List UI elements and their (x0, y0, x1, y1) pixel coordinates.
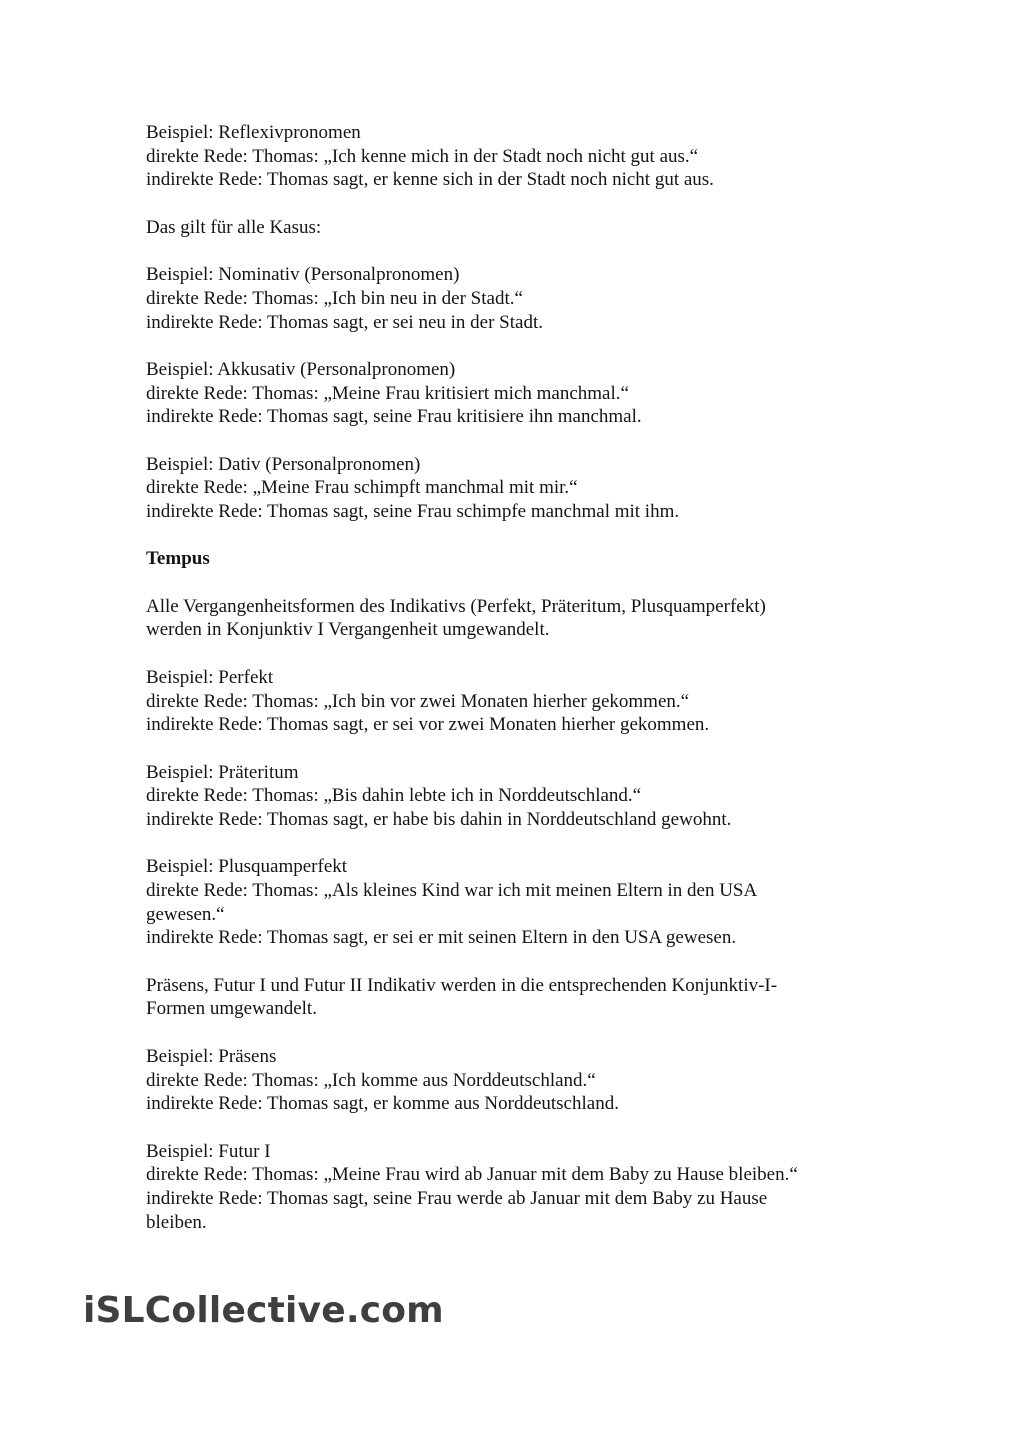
text-line: Beispiel: Präsens (146, 1045, 277, 1067)
paragraph (146, 974, 886, 1021)
paragraph (146, 855, 886, 950)
paragraph (146, 1045, 886, 1116)
paragraph-spacer (146, 1116, 886, 1140)
text-line: direkte Rede: Thomas: „Ich bin neu in der Stadt.“ (146, 287, 523, 309)
paragraph-spacer (146, 1021, 886, 1045)
section-heading (146, 547, 886, 571)
paragraph-spacer (146, 571, 886, 595)
document-body (146, 121, 886, 1234)
text-line: direkte Rede: „Meine Frau schimpft manchmal mit mir.“ (146, 477, 578, 499)
paragraph-spacer (146, 429, 886, 453)
paragraph (146, 453, 886, 524)
text-line: indirekte Rede: Thomas sagt, er komme aus Norddeutschland. (146, 1093, 619, 1115)
text-line: Beispiel: Akkusativ (Personalpronomen) (146, 358, 456, 380)
text-line: direkte Rede: Thomas: „Ich kenne mich in der Stadt noch nicht gut aus.“ (146, 145, 699, 167)
text-line: Beispiel: Reflexivpronomen (146, 122, 361, 143)
paragraph (146, 121, 886, 192)
text-line: Präsens, Futur I und Futur II Indikativ werden in die entsprechenden Konjunktiv-I- (146, 974, 778, 996)
text-line: Beispiel: Dativ (Personalpronomen) (146, 453, 421, 475)
text-line: Das gilt für alle Kasus: (146, 216, 322, 238)
text-line: indirekte Rede: Thomas sagt, er sei neu in der Stadt. (146, 311, 543, 333)
paragraph (146, 216, 886, 240)
paragraph-spacer (146, 832, 886, 856)
text-line: indirekte Rede: Thomas sagt, seine Frau schimpfe manchmal mit ihm. (146, 501, 680, 522)
paragraph (146, 263, 886, 334)
paragraph (146, 595, 886, 642)
text-line: werden in Konjunktiv I Vergangenheit umgewandelt. (146, 619, 550, 641)
watermark-logo: iSLCollective.com (83, 1290, 444, 1331)
text-line: direkte Rede: Thomas: „Meine Frau wird ab Januar mit dem Baby zu Hause bleiben.“ (146, 1164, 798, 1186)
text-line: Beispiel: Präteritum (146, 761, 299, 783)
paragraph-spacer (146, 737, 886, 761)
text-line: direkte Rede: Thomas: „Als kleines Kind war ich mit meinen Eltern in den USA (146, 880, 758, 901)
paragraph (146, 358, 886, 429)
paragraph (146, 666, 886, 737)
text-line: indirekte Rede: Thomas sagt, er sei er mit seinen Eltern in den USA gewesen. (146, 927, 737, 949)
heading-text: Tempus (146, 548, 210, 570)
paragraph-spacer (146, 239, 886, 263)
text-line: Beispiel: Futur I (146, 1140, 271, 1162)
paragraph-spacer (146, 524, 886, 548)
paragraph-spacer (146, 192, 886, 216)
text-line: indirekte Rede: Thomas sagt, er habe bis dahin in Norddeutschland gewohnt. (146, 808, 732, 830)
paragraph-spacer (146, 642, 886, 666)
paragraph-spacer (146, 334, 886, 358)
text-line: direkte Rede: Thomas: „Meine Frau kritisiert mich manchmal.“ (146, 382, 629, 404)
text-line: indirekte Rede: Thomas sagt, er kenne sich in der Stadt noch nicht gut aus. (146, 169, 714, 191)
text-line: Formen umgewandelt. (146, 998, 317, 1020)
text-line: indirekte Rede: Thomas sagt, seine Frau kritisiere ihn manchmal. (146, 406, 642, 428)
text-line: Beispiel: Perfekt (146, 666, 274, 688)
text-line: bleiben. (146, 1211, 207, 1233)
text-line: direkte Rede: Thomas: „Bis dahin lebte ich in Norddeutschland.“ (146, 785, 642, 807)
text-line: Beispiel: Nominativ (Personalpronomen) (146, 264, 460, 286)
text-line: indirekte Rede: Thomas sagt, seine Frau werde ab Januar mit dem Baby zu Hause (146, 1187, 768, 1209)
text-line: indirekte Rede: Thomas sagt, er sei vor zwei Monaten hierher gekommen. (146, 714, 710, 736)
text-line: Alle Vergangenheitsformen des Indikativs (Perfekt, Präteritum, Plusquamperfekt) (146, 595, 766, 617)
paragraph (146, 1140, 886, 1235)
paragraph-spacer (146, 950, 886, 974)
paragraph (146, 761, 886, 832)
text-line: direkte Rede: Thomas: „Ich komme aus Norddeutschland.“ (146, 1069, 596, 1091)
text-line: gewesen.“ (146, 903, 225, 925)
text-line: direkte Rede: Thomas: „Ich bin vor zwei Monaten hierher gekommen.“ (146, 690, 690, 712)
text-line: Beispiel: Plusquamperfekt (146, 856, 348, 878)
